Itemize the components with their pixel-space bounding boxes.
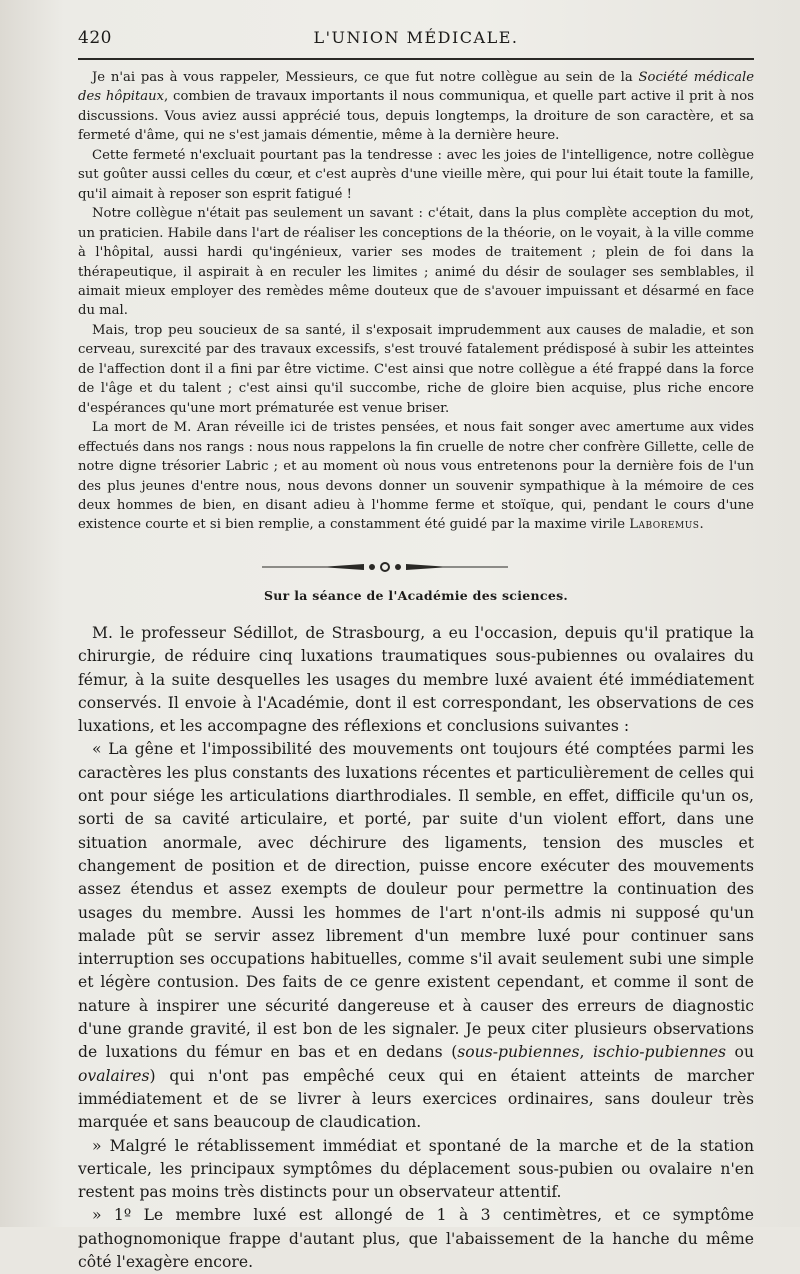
text-run: ou bbox=[726, 1043, 754, 1062]
eulogy-paragraph bbox=[78, 68, 754, 146]
report-paragraph bbox=[78, 738, 754, 1134]
text-run: . bbox=[699, 517, 704, 533]
academy-report bbox=[78, 622, 754, 1274]
society-name: Société médicale des hôpitaux bbox=[78, 70, 754, 105]
ornament-divider bbox=[260, 560, 510, 574]
text-run: , combien de travaux importants il nous communiqua, et quelle part active il prit à nos discussions. Vous aviez aussi apprécié tous, depuis longtemps, la droiture de son caractère, et sa fermeté d'âme, qui ne s'est jamais démentie, même à la dernière heure. bbox=[78, 89, 754, 144]
report-paragraph: M. le professeur Sédillot, de Strasbourg, a eu l'occasion, depuis qu'il pratique la chirurgie, de réduire cinq luxations traumatiques sous-pubiennes ou ovalaires du fémur, à la suite desquelles les usages du membre luxé avaient été immédiatement conservés. Il envoie à l'Académie, dont il est correspondant, les observations de ces luxations, et les accompagne des réflexions et conclusions suivantes : bbox=[78, 624, 754, 736]
italic-term: ovalaires bbox=[78, 1066, 150, 1085]
text-run: ) qui n'ont pas empêché ceux qui en étaient atteints de marcher immédiatement et de se livrer à leurs exercices ordinaires, sans douleur très marquée et sans beaucoup de claudication. bbox=[78, 1066, 754, 1132]
text-run: La mort de M. Aran réveille ici de tristes pensées, et nous fait songer avec amertume aux vides effectués dans nos rangs : nous nous rappelons la fin cruelle de notre cher confrère Gillette, celle de notre digne trésorier Labric ; et au moment où nous vous entretenons pour la dernière fois de l'un des plus jeunes d'entre nous, nous devons donner un souvenir sympathique à la mémoire de ces deux hommes de bien, en disant adieu à l'homme ferme et stoïque, qui, pendant le cours d'une existence courte et si bien remplie, a constamment été guidé par la maxime virile bbox=[78, 420, 754, 533]
text-run: Je n'ai pas à vous rappeler, Messieurs, ce que fut notre collègue au sein de la bbox=[92, 70, 639, 85]
text-run: « La gêne et l'impossibilité des mouvements ont toujours été comptées parmi les caractères les plus constants des luxations récentes et particulièrement de celles qui ont pour siége les articulations diarthrodiales. Il semble, en effet, difficile qu'un os, sorti de sa cavité articulaire, et porté, par suite d'un violent effort, dans une situation anormale, avec déchirure des ligaments, tension des muscles et changement de position et de direction, puisse encore exécuter des mouvements assez étendus et assez exempts de douleur pour permettre la continuation des usages du membre. Aussi les hommes de l'art n'ont-ils admis ni supposé qu'un malade pût se servir assez librement d'un membre luxé pour continuer sans interruption ses occupations habituelles, comme s'il avait seulement subi une simple et légère contusion. Des faits de ce genre existent cependant, et comme il sont de nature à inspirer une sécurité dangereuse et à causer des erreurs de diagnostic d'une grande gravité, il est bon de les signaler. Je peux citer plusieurs observations de luxations du fémur en bas et en dedans ( bbox=[78, 740, 754, 1062]
italic-term: sous-pubiennes bbox=[457, 1043, 580, 1062]
eulogy-text bbox=[78, 68, 754, 535]
page-number: 420 bbox=[78, 28, 112, 48]
page-header bbox=[78, 28, 754, 54]
eulogy-paragraph: Cette fermeté n'excluait pourtant pas la tendresse : avec les joies de l'intelligence, notre collègue sut goûter aussi celles du cœur, et c'est auprès d'une vieille mère, qui pour lui était toute la famille, qu'il aimait à reposer son esprit fatigué ! bbox=[78, 147, 754, 202]
running-title: L'UNION MÉDICALE. bbox=[313, 28, 519, 47]
header-rule bbox=[78, 58, 754, 60]
eulogy-paragraph bbox=[78, 418, 754, 535]
text-run: , bbox=[579, 1043, 594, 1062]
eulogy-paragraph: Mais, trop peu soucieux de sa santé, il s'exposait imprudemment aux causes de maladie, et son cerveau, surexcité par des travaux excessifs, s'est trouvé fatalement prédisposé à subir les atteintes de l'affection dont il a fini par être victime. C'est ainsi que notre collègue a été frappé dans la force de l'âge et du talent ; c'est ainsi qu'il succombe, riche de gloire bien acquise, plus riche encore d'espérances qu'une mort prématurée est venue briser. bbox=[78, 322, 754, 416]
motto: Laboremus bbox=[629, 517, 700, 533]
italic-term: ischio-pubiennes bbox=[593, 1043, 726, 1062]
report-paragraph: » 1º Le membre luxé est allongé de 1 à 3 centimètres, et ce symptôme pathognomonique frappe d'autant plus, que l'abaissement de la hanche du même côté l'exagère encore. bbox=[78, 1206, 754, 1272]
eulogy-paragraph: Notre collègue n'était pas seulement un savant : c'était, dans la plus complète acception du mot, un praticien. Habile dans l'art de réaliser les conceptions de la théorie, on le voyait, à la ville comme à l'hôpital, aussi hardi qu'ingénieux, varier ses modes de traitement ; plein de foi dans la thérapeutique, il aspirait à en reculer les limites ; animé du désir de soulager ses semblables, il aimait mieux employer des remèdes même douteux que de s'avouer impuissant et désarmé en face du mal. bbox=[78, 206, 754, 319]
section-heading: Sur la séance de l'Académie des sciences. bbox=[263, 588, 569, 603]
report-paragraph: » Malgré le rétablissement immédiat et spontané de la marche et de la station verticale, les principaux symptômes du déplacement sous-pubien ou ovalaire n'en restent pas moins très distincts pour un observateur attentif. bbox=[78, 1136, 754, 1202]
